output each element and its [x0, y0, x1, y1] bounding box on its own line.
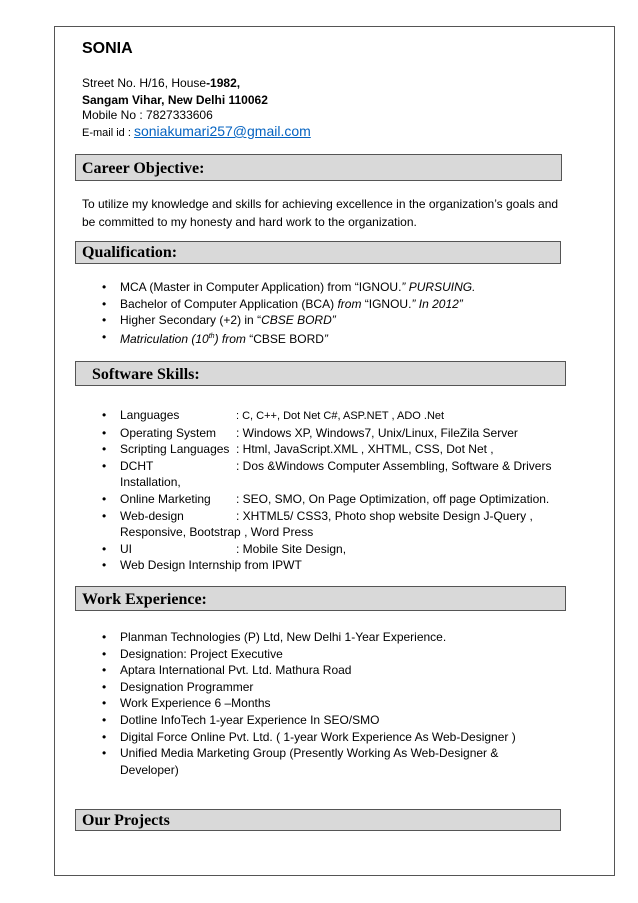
email-label: E-mail id :: [82, 127, 134, 139]
list-item: • DCHT : Dos &Windows Computer Assembling, Software & Drivers Installation,: [102, 458, 552, 490]
list-item: • Digital Force Online Pvt. Ltd. ( 1-year Work Experience As Web-Designer ): [102, 729, 516, 744]
list-item: • Scripting Languages : Html, JavaScript.XML , XHTML, CSS, Dot Net ,: [102, 442, 494, 457]
list-item: • Bachelor of Computer Application (BCA) from “IGNOU.” In 2012”: [102, 296, 463, 311]
bullet-icon: •: [102, 712, 107, 727]
qualification-heading: Qualification:: [75, 241, 561, 264]
email-row: [82, 123, 311, 139]
list-item: • Matriculation (10th) from “CBSE BORD”: [102, 329, 328, 346]
list-item: • Aptara International Pvt. Ltd. Mathura Road: [102, 663, 352, 678]
email-link[interactable]: soniakumari257@gmail.com: [133, 123, 311, 139]
list-item: • Dotline InfoTech 1-year Experience In SEO/SMO: [102, 712, 380, 727]
bullet-icon: •: [102, 696, 107, 711]
list-item: • Web Design Internship from IPWT: [102, 558, 302, 573]
list-item: • Operating System : Windows XP, Windows7, Unix/Linux, FileZila Server: [102, 425, 518, 440]
qualification-list: [82, 279, 562, 347]
list-item: • Languages : C, C++, Dot Net C#, ASP.NET , ADO .Net: [102, 408, 445, 422]
skills-list: [82, 407, 572, 574]
bullet-icon: •: [102, 630, 107, 644]
bullet-icon: •: [102, 646, 107, 661]
list-item: • Planman Technologies (P) Ltd, New Delhi 1-Year Experience.: [102, 630, 447, 644]
bullet-icon: •: [102, 508, 107, 523]
mobile-number: Mobile No : 7827333606: [82, 108, 213, 122]
list-item: • MCA (Master in Computer Application) from “IGNOU.” PURSUING.: [102, 280, 476, 294]
bullet-icon: •: [102, 408, 107, 422]
bullet-icon: •: [102, 746, 107, 761]
bullet-icon: •: [102, 313, 107, 328]
list-item: • Web-design : XHTML5/ CSS3, Photo shop website Design J-Query , Responsive, Bootstrap , Word Press: [102, 508, 533, 540]
list-item: • Designation: Project Executive: [102, 646, 283, 661]
address-line-2: Sangam Vihar, New Delhi 110062: [82, 93, 268, 107]
list-item: • Work Experience 6 –Months: [102, 696, 271, 711]
list-item: • Designation Programmer: [102, 679, 254, 694]
bullet-icon: •: [102, 558, 107, 573]
bullet-icon: •: [102, 442, 107, 457]
list-item: • Online Marketing : SEO, SMO, On Page Optimization, off page Optimization.: [102, 491, 550, 506]
our-projects-heading: Our Projects: [75, 809, 561, 831]
bullet-icon: •: [102, 458, 107, 473]
list-item: • Unified Media Marketing Group (Presently Working As Web-Designer & Developer): [102, 746, 499, 777]
bullet-icon: •: [102, 329, 107, 344]
bullet-icon: •: [102, 280, 107, 294]
career-objective-heading: Career Objective:: [75, 154, 562, 181]
bullet-icon: •: [102, 425, 107, 440]
software-skills-heading: Software Skills:: [75, 361, 566, 386]
bullet-icon: •: [102, 663, 107, 678]
list-item: • UI : Mobile Site Design,: [102, 541, 347, 556]
bullet-icon: •: [102, 541, 107, 556]
bullet-icon: •: [102, 679, 107, 694]
work-experience-heading: Work Experience:: [75, 586, 566, 611]
candidate-name: SONIA: [82, 40, 133, 57]
work-list: [82, 629, 572, 778]
list-item: • Higher Secondary (+2) in “CBSE BORD”: [102, 313, 336, 328]
bullet-icon: •: [102, 729, 107, 744]
bullet-icon: •: [102, 296, 107, 311]
address-line-1: Street No. H/16, House-1982,: [82, 76, 241, 90]
bullet-icon: •: [102, 491, 107, 506]
career-objective-text: To utilize my knowledge and skills for achieving excellence in the organization’s goals and be committed to my honesty and hard work to the organization.: [82, 197, 559, 229]
